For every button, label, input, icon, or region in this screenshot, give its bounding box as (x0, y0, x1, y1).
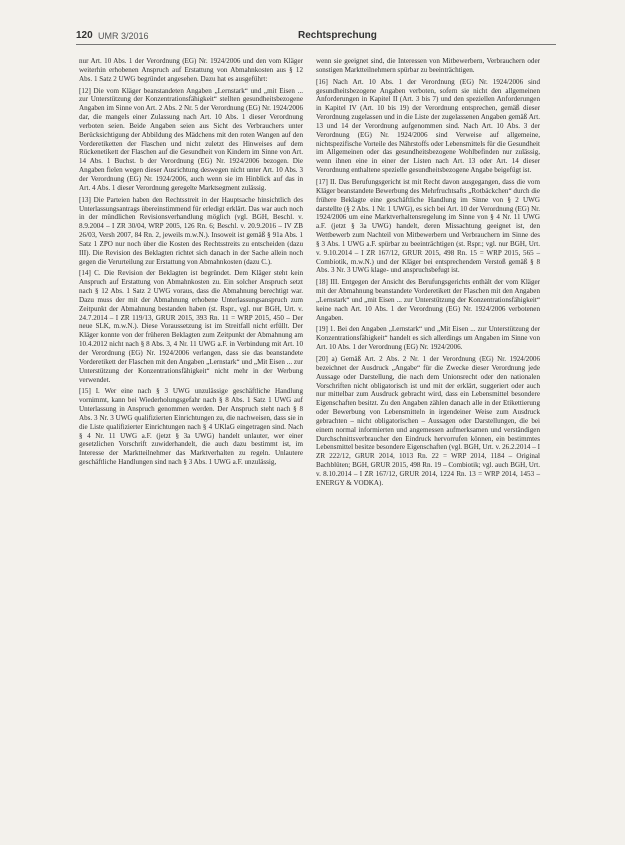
paragraph: [14] C. Die Revision der Beklagten ist begründet. Dem Kläger steht kein Anspruch auf Erstattung von Abmahnkosten zu. Ein solcher Anspruch setzt nach § 12 Abs. 1 Satz 2 UWG voraus, dass die Abmahnung berechtigt war. Dazu muss der mit der Abmahnung erhobene Unterlassungsanspruch zum Zeitpunkt der Abmahnung bestanden haben (st. Rspr., vgl. nur BGH, Urt. v. 24.7.2014 – I ZR 119/13, GRUR 2015, 393 Rn. 11 = WRP 2015, 450 – Der neue SLK, m.w.N.). Diese Voraussetzung ist im Streitfall nicht erfüllt. Der Kläger konnte von der früheren Beklagten zum Zeitpunkt der Abmahnung am 10.4.2012 nicht nach § 8 Abs. 3, 4 Nr. 11 UWG a.F. in Verbindung mit Art. 10 der Verordnung (EG) Nr. 1924/2006 verlangen, dass sie das beanstandete Vorderetikett der Flaschen mit den Angaben „Lernstark“ und „Mit Eisen ... zur Unterstützung der Konzentrationsfähigkeit“ nicht mehr in der Werbung verwendet. (79, 269, 303, 384)
paragraph: [12] Die vom Kläger beanstandeten Angaben „Lernstark“ und „mit Eisen ... zur Unterstützung der Konzentrationsfähigkeit“ stellten gesundheitsbezogene Angaben im Sinne von Art. 2 Abs. 2 Nr. 5 der Verordnung (EG) Nr. 1924/2006 dar, die mangels einer Zulassung nach Art. 10 Abs. 1 dieser Verordnung verboten seien. Beide Angaben seien aus Sicht des Verbrauchers unter Berücksichtigung der Abbildung des Mädchens mit den roten Wangen auf den Vorderetiketten der Flaschen und nicht zuletzt des Hinweises auf dem Rückenetikett der Flaschen auf die Gesundheit von Kindern im Sinne von Art. 14 Abs. 1 Buchst. b der Verordnung (EG) Nr. 1924/2006 bezogen. Die Angaben fielen wegen dieser Ausrichtung deswegen nicht unter Art. 10 Abs. 3 der Verordnung (EG) Nr. 1924/2006, auch wenn sie im Hinblick auf das in Art. 4 Abs. 1 dieser Verordnung geregelte Marktsegment zulässig. (79, 86, 303, 192)
paragraph: nur Art. 10 Abs. 1 der Verordnung (EG) Nr. 1924/2006 und den vom Kläger weiterhin erhobenen Anspruch auf Erstattung von Abmahnkosten aus § 12 Abs. 1 Satz 2 UWG begründet angesehen. Dazu hat es ausgeführt: (79, 57, 303, 83)
header-rule (76, 44, 556, 45)
paragraph: [15] I. Wer eine nach § 3 UWG unzulässige geschäftliche Handlung vornimmt, kann bei Wiederholungsgefahr nach § 8 Abs. 1 Satz 1 UWG auf Unterlassung in Anspruch genommen werden. Der Anspruch steht nach § 8 Abs. 3 Nr. 3 UWG qualifizierten Einrichtungen zu, die nachweisen, dass sie in die Liste qualifizierter Einrichtungen nach § 4 UKlaG eingetragen sind. Nach § 4 Nr. 11 UWG a.F. (jetzt § 3a UWG) handelt unlauter, wer einer gesetzlichen Vorschrift zuwiderhandelt, die auch dazu bestimmt ist, im Interesse der Marktteilnehmer das Marktverhalten zu regeln. Unlautere geschäftliche Handlungen sind nach § 3 Abs. 1 UWG a.F. unzulässig, (79, 387, 303, 467)
left-column (79, 57, 303, 470)
journal-reference: UMR 3/2016 (98, 31, 149, 41)
paragraph: [19] 1. Bei den Angaben „Lernstark“ und „Mit Eisen ... zur Unterstützung der Konzentrationsfähigkeit“ handelt es sich allerdings um Angaben im Sinne von Art. 10 Abs. 1 der Verordnung (EG) Nr. 1924/2006. (316, 325, 540, 352)
right-column (316, 57, 540, 491)
paragraph: [20] a) Gemäß Art. 2 Abs. 2 Nr. 1 der Verordnung (EG) Nr. 1924/2006 bezeichnet der Ausdruck „Angabe“ für die Zwecke dieser Verordnung jede Aussage oder Darstellung, die nach dem Unionsrecht oder den nationalen Vorschriften nicht obligatorisch ist und mit der erklärt, suggeriert oder auch nur mittelbar zum Ausdruck gebracht wird, dass ein Lebensmittel besondere Eigenschaften besitzt. Zu den Angaben zählen danach alle in der Etikettierung oder Bewerbung von Lebensmitteln in irgendeiner Weise zum Ausdruck gebrachten – nicht obligatorischen – Aussagen oder Darstellungen, die bei einem normal informierten und angemessen aufmerksamen und verständigen Durchschnittsverbraucher den Eindruck hervorrufen können, ein bestimmtes Lebensmittel besitze besondere Eigenschaften (vgl. BGH, Urt. v. 26.2.2014 – I ZR 222/12, GRUR 2014, 1013 Rn. 22 = WRP 2014, 1184 – Original Bachblüten; BGH, GRUR 2015, 498 Rn. 19 – Combiotik; vgl. auch BGH, Urt. v. 8.10.2014 – I ZR 167/12, GRUR 2014, 1224 Rn. 13 = WRP 2014, 1453 – ENERGY & VODKA). (316, 355, 540, 487)
section-title: Rechtsprechung (298, 30, 377, 41)
page-number: 120 (76, 30, 93, 41)
paragraph: wenn sie geeignet sind, die Interessen von Mitbewerbern, Verbrauchern oder sonstigen Marktteilnehmern spürbar zu beeinträchtigen. (316, 57, 540, 74)
paragraph: [16] Nach Art. 10 Abs. 1 der Verordnung (EG) Nr. 1924/2006 sind gesundheitsbezogene Angaben verboten, sofern sie nicht den allgemeinen Anforderungen in Kapitel II (Art. 3 bis 7) und den speziellen Anforderungen in Kapitel IV (Art. 10 bis 19) der Verordnung entsprechen, gemäß dieser Verordnung zugelassen und in die Liste der zugelassenen Angaben gemäß Art. 13 und 14 der Verordnung aufgenommen sind. Nach Art. 10 Abs. 3 der Verordnung (EG) Nr. 1924/2006 sind Verweise auf allgemeine, nichtspezifische Vorteile des Nährstoffs oder Lebensmittels für die Gesundheit im Allgemeinen oder das gesundheitsbezogene Wohlbefinden nur zulässig, wenn ihnen eine in einer der Listen nach Art. 13 oder Art. 14 dieser Verordnung enthaltene spezielle gesundheitsbezogene Angabe beigefügt ist. (316, 77, 540, 175)
page-header (76, 28, 556, 48)
paragraph: [13] Die Parteien haben den Rechtsstreit in der Hauptsache hinsichtlich des Unterlassungsantrags übereinstimmend für erledigt erklärt. Das war auch noch in der mündlichen Revisionsverhandlung möglich (vgl. BGH, Beschl. v. 8.9.2004 – I ZR 30/04, WRP 2005, 126 Rn. 6; Beschl. v. 20.9.2016 – IV ZB 26/03, Versh 2007, 84 Rn. 2, jeweils m.w.N.). Insoweit ist gemäß § 91a Abs. 1 Satz 1 ZPO nur noch über die Kosten des Rechtsstreits zu entscheiden (dazu III). Die Revision des Beklagten richtet sich danach in der Sache allein noch gegen die Verurteilung zur Erstattung von Abmahnkosten (dazu C.). (79, 195, 303, 266)
paragraph: [17] II. Das Berufungsgericht ist mit Recht davon ausgegangen, dass die vom Kläger beanstandete Bewerbung des Mehrfruchtsafts „Rotbäckchen“ durch die frühere Beklagte eine geschäftliche Handlung im Sinne von § 2 UWG darstellte (§ 2 Abs. 1 Nr. 1 UWG), es sich bei Art. 10 der Verordnung (EG) Nr. 1924/2006 um eine Marktverhaltensregelung im Sinne von § 4 Nr. 11 UWG a.F. (jetzt § 3a UWG) handelt, deren Missachtung geeignet ist, den Wettbewerb zum Nachteil von Mitbewerbern und Verbrauchern im Sinne des § 3 Abs. 1 UWG a.F. spürbar zu beeinträchtigen (st. Rspr.; vgl. nur BGH, Urt. v. 9.10.2014 – I ZR 167/12, GRUR 2015, 498 Rn. 15 = WRP 2015, 565 – Combiotik, m.w.N.) und der Kläger bei entsprechendem Verstoß gemäß § 8 Abs. 3 Nr. 3 UWG klage- und anspruchsbefugt ist. (316, 177, 540, 275)
paragraph: [18] III. Entgegen der Ansicht des Berufungsgerichts enthält der vom Kläger mit der Abmahnung beanstandete Vorderetikett der Flaschen mit den Angaben „Lernstark“ und „mit Eisen ... zur Unterstützung der Konzentrationsfähigkeit“ keine nach Art. 10 Abs. 1 der Verordnung (EG) Nr. 1924/2006 verbotenen Angaben. (316, 278, 540, 322)
